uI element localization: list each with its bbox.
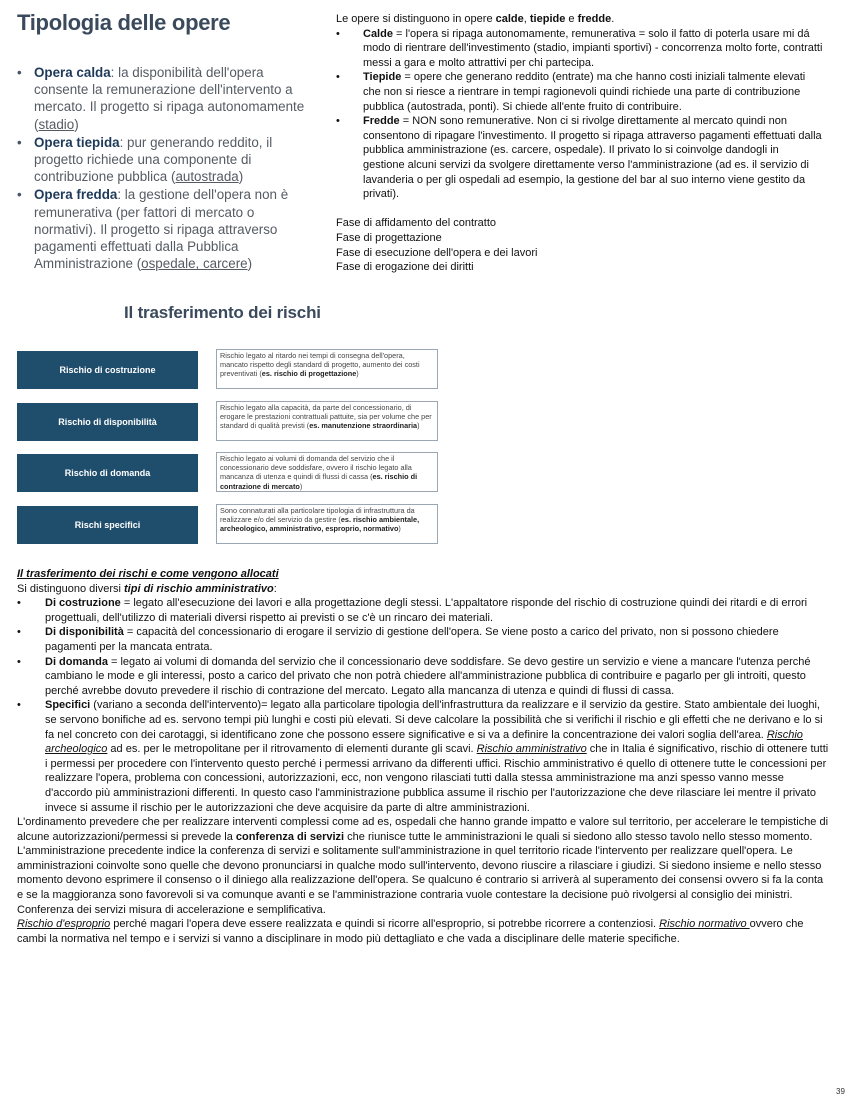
risk-desc-example: es. rischio di progettazione bbox=[261, 369, 357, 379]
body-paragraph-text: L'ordinamento prevedere che per realizzare interventi complessi come ad es, ospedali che hanno grande impatto e valore sul territorio, per accelerare le tempistiche di alcune autorizzazioni/permessi si prevede la bbox=[17, 816, 829, 843]
body-bullet-text: (variano a seconda dell'intervento)= legato alla particolare tipologia dell'infrastruttura da realizzare e il servizio da gestire. Stato ambientale dei luoghi, se servono bonifiche ad es. servono tempi più lunghi e costi più elevati. Si deve calcolare la possibilità che si verifichi il rischio e gli effetti che ne derivano e lo si fa nel concreto con dei carotaggi, si identificano zone che possono essere significative e si va a definire la concentrazione dei valori soglia dell'area. bbox=[45, 699, 823, 741]
risk-description bbox=[216, 349, 438, 389]
notes-term-fredde: fredde bbox=[577, 13, 612, 25]
notes-term-calde: calde bbox=[495, 13, 524, 25]
slide-item-end: ) bbox=[247, 256, 253, 272]
slide-item-term: Opera calda bbox=[34, 65, 111, 80]
slide-item-opera-tiepida bbox=[15, 134, 320, 186]
slide-item-term: Opera tiepida bbox=[34, 134, 120, 150]
body-bullet-term: Di costruzione bbox=[45, 597, 121, 610]
phase-line: Fase di progettazione bbox=[336, 231, 442, 244]
notes-bullet-term: Calde bbox=[363, 27, 393, 40]
phase-line: Fase di erogazione dei diritti bbox=[336, 261, 474, 274]
slide-item-end: ) bbox=[74, 116, 79, 132]
risk-desc-text: Sono connaturati alla particolare tipologia di infrastruttura da realizzare e/o del servizio da gestire ( bbox=[220, 506, 415, 525]
slide-item-opera-fredda bbox=[15, 186, 320, 272]
body-bullet-disponibilita bbox=[17, 625, 832, 654]
risk-description bbox=[216, 504, 438, 544]
notes-bullet-calde bbox=[336, 27, 823, 71]
body-bullet-text: che in Italia é significativo, rischio di ottenere tutti i permessi per procedere con l'intervento questo perché i permessi arrivano da differenti uffici. Rischio amministrativo é quello di ottenere tutte le concessioni per realizzare l'opera, problema con concessioni, autorizzazioni, ecc, non vengono rilasciati tutti dalla stessa amministrazione ma anzi spesso vanno messe d'accordo più amministrazioni differenti. In questo caso l'amministrazione pubblica assume il rischio per l'autorizzazione che deve rilasciare lei mentre il privato invece si assume il rischio per le autorizzazioni che deve acquisire da parte di altre amministrazioni. bbox=[45, 743, 829, 814]
phase-line: Fase di esecuzione dell'opera e dei lavori bbox=[336, 246, 538, 259]
risk-label: Rischio di costruzione bbox=[17, 351, 198, 389]
risk-slide-title: Il trasferimento dei rischi bbox=[124, 303, 321, 322]
section-heading bbox=[17, 567, 832, 582]
notes-term-tiepide: tiepide bbox=[529, 13, 566, 25]
risk-term-normativo: Rischio normativo bbox=[659, 918, 750, 931]
slide-item-example: autostrada bbox=[175, 169, 239, 185]
risk-desc-end: ) bbox=[417, 421, 420, 431]
notes-intro-text: Le opere si distinguono in opere bbox=[336, 13, 496, 25]
body-intro bbox=[17, 582, 832, 597]
body-paragraph-text: che riunisce tutte le amministrazioni le quali si siedono allo stesso tavolo nello stesso momento. L'amministrazione precedente indice la conferenza di servizi e solitamente sull'amministrazione in quel territorio ricade l'intervento per realizzare quell'opera. Le amministrazioni coinvolte sono quelle che devono pronunciarsi in qualche modo sull'intervento, devono riuscire a rilasciare i giudizi. Si siedono insieme e nello stesso momento devono esprimere il consenso o il diniego alla realizzazione dell'opera. Se qualcuno é contrario si arriverà al superamento dei consensi ovvero si fa la conta e se la maggioranza sono favorevoli si va comunque avanti e se l'amministrazione contraria vuole contestare la decisione può rivolgersi al consiglio dei ministri. Conferenza dei servizi misura di accelerazione e semplificativa. bbox=[17, 830, 824, 916]
body-bullet-term: Specifici bbox=[45, 699, 91, 712]
slide-item-end: ) bbox=[238, 169, 244, 185]
body-paragraph-text: ovvero che cambi la normativa nel tempo e i servizi si vanno a disciplinare in modo più dettagliato e che vada a disciplinare delle materie specifiche. bbox=[17, 918, 804, 945]
notes-sep: , bbox=[523, 13, 530, 25]
slide-title: Tipologia delle opere bbox=[17, 10, 231, 35]
body-intro-emph: tipi di rischio amministrativo bbox=[124, 582, 274, 595]
body-bullet-term: Di domanda bbox=[45, 655, 108, 668]
section-heading-text: Il trasferimento dei rischi e come vengono allocati bbox=[17, 568, 279, 580]
risk-label: Rischi specifici bbox=[17, 506, 198, 544]
risk-description bbox=[216, 452, 438, 492]
page-number: 39 bbox=[836, 1087, 845, 1096]
notes-dot: . bbox=[611, 13, 615, 25]
body-paragraph-conferenza bbox=[17, 815, 832, 917]
slide-item-example: ospedale, carcere bbox=[141, 256, 248, 272]
body-paragraph-esproprio bbox=[17, 917, 832, 946]
risk-row-disponibilita bbox=[17, 401, 442, 443]
body-bullet-text: = legato ai volumi di domanda del servizio che il concessionario deve soddisfare. Se devo gestire un servizio e viene a mancare l'utenza perché cambiano le mode e gli interessi, posto a carico del privato che non potrà chiedere all'amministrazione pubblica di contribuire e pagarlo per gli introiti, questo perché avrebbe dovuto prevedere il rischio di contrazione del mercato. Legato alla mancanza di utenza e quindi di flussi di cassa. bbox=[45, 655, 811, 697]
risk-row-specifici bbox=[17, 504, 442, 546]
risk-row-domanda bbox=[17, 452, 442, 494]
notes-bullet-term: Fredde bbox=[363, 115, 400, 128]
risk-label: Rischio di disponibilità bbox=[17, 403, 198, 441]
notes-bullet-text: = NON sono remunerative. Non ci si rivolge direttamente al mercato quindi non consentono di ripagare l'investimento. Il progetto si ripaga attraverso pagamenti effettuati dalla pubblica amministrazione (es. carcere, ospedale). Il privato lo si coinvolge dandogli in gestione alcuni servizi da svolgere direttamente verso l'amministrazione (ad es. il servizio di lavanderia o per gli ospedali ad esempio, la gestione del bar al suo interno viene gestito da privati). bbox=[363, 115, 822, 201]
slide-item-term: Opera fredda bbox=[34, 187, 118, 203]
body-bullet-text: = capacità del concessionario di erogare il servizio di gestione dell'opera. Se viene posto a carico del privato, non si possono chiedere pagamenti per la mancata entrata. bbox=[45, 626, 779, 653]
risk-desc-text: Rischio legato al ritardo nei tempi di consegna dell'opera, mancato rispetto degli standard di progetto, aumento dei costi preventivati ( bbox=[220, 351, 420, 379]
body-paragraph-text: perché magari l'opera deve essere realizzata e quindi si ricorre all'esproprio, si potrebbe ricorrere a contenziosi. bbox=[110, 918, 660, 931]
risk-desc-example: es. rischio di contrazione di mercato bbox=[220, 472, 418, 491]
spacer bbox=[336, 202, 823, 217]
risk-desc-end: ) bbox=[398, 524, 401, 534]
slide-item-text: : la gestione dell'opera non è remunerativa (per fattori di mercato o normativi). Il progetto si ripaga attraverso pagamenti effettuati dalla Pubblica Amministrazione ( bbox=[34, 187, 289, 272]
term-conferenza-servizi: conferenza di servizi bbox=[235, 830, 345, 843]
risk-term-archeologico: Rischio archeologico bbox=[45, 728, 803, 756]
body-bullet-specifici bbox=[17, 698, 832, 815]
body-bullet-text: ad es. per le metropolitane per il ritrovamento di elementi durante gli scavi. bbox=[107, 743, 477, 756]
body-intro-text: Si distinguono diversi bbox=[17, 582, 125, 595]
risk-desc-text: Rischio legato alla capacità, da parte del concessionario, di erogare le prestazioni contrattuali pattuite, sia per volume che per standard di qualità previsti ( bbox=[220, 403, 432, 431]
risk-term-esproprio: Rischio d'esproprio bbox=[17, 918, 111, 931]
phase-line: Fase di affidamento del contratto bbox=[336, 217, 497, 230]
notes-bullet-fredde bbox=[336, 114, 823, 202]
slide-item-opera-calda bbox=[15, 64, 320, 133]
risk-label: Rischio di domanda bbox=[17, 454, 198, 492]
slide-item-text: : pur generando reddito, il progetto richiede una componente di contribuzione pubblica ( bbox=[34, 134, 273, 185]
body-text bbox=[17, 567, 832, 946]
risk-desc-example: es. rischio ambientale, archeologico, amministrativo, esproprio, normativo bbox=[220, 515, 420, 534]
notes-sep: e bbox=[565, 13, 578, 25]
risk-row-costruzione bbox=[17, 349, 442, 391]
notes-bullet-text: = l'opera si ripaga autonomamente, remunerativa = solo il fatto di poterla usare mi dá modo di rientrare dell'investimento (stadio, impianti sportivi) - concorrenza molto forte, contratti messi a gara e molto attrattivi per chi partecipa. bbox=[363, 27, 823, 69]
body-bullet-term: Di disponibilità bbox=[45, 626, 124, 639]
notes-bullet-text: = opere che generano reddito (entrate) ma che hanno costi iniziali talmente elevati che non si riesce a rientrare in tempi ragionevoli quindi richiede una parte di contribuzione pubblica (autostrada, ponti). Si chiede all'ente fruito di contribuire. bbox=[363, 71, 806, 113]
body-bullet-text: = legato all'esecuzione dei lavori e alla progettazione degli stessi. L'appaltatore risponde del rischio di costruzione quindi dei ritardi e di errori progettuali, dell'utilizzo di materiali diversi rispetto ai previsti o se c'è un rincaro dei materiali. bbox=[45, 597, 808, 624]
notes-bullet-tiepide bbox=[336, 70, 823, 114]
risk-desc-end: ) bbox=[356, 369, 359, 379]
body-bullet-costruzione bbox=[17, 596, 832, 625]
slide-item-text: : la disponibilità dell'opera consente la remunerazione dell'intervento a mercato. Il progetto si ripaga autonomamente ( bbox=[34, 65, 305, 132]
risk-desc-example: es. manutenzione straordinaria bbox=[309, 421, 418, 431]
body-bullet-domanda bbox=[17, 655, 832, 699]
risk-description bbox=[216, 401, 438, 441]
notes-intro bbox=[336, 12, 823, 27]
risk-desc-text: Rischio legato ai volumi di domanda del servizio che il concessionario deve soddisfare, ovvero il rischio legato alla mancanza di utenza e quindi di flussi di cassa ( bbox=[220, 454, 412, 482]
body-intro-colon: : bbox=[273, 582, 277, 595]
risk-desc-end: ) bbox=[299, 481, 303, 491]
notes-column bbox=[336, 12, 823, 275]
slide-bullet-list bbox=[15, 64, 320, 273]
risk-term-amministrativo: Rischio amministrativo bbox=[476, 743, 587, 756]
notes-bullet-term: Tiepide bbox=[363, 71, 402, 84]
slide-item-example: stadio bbox=[38, 116, 75, 132]
